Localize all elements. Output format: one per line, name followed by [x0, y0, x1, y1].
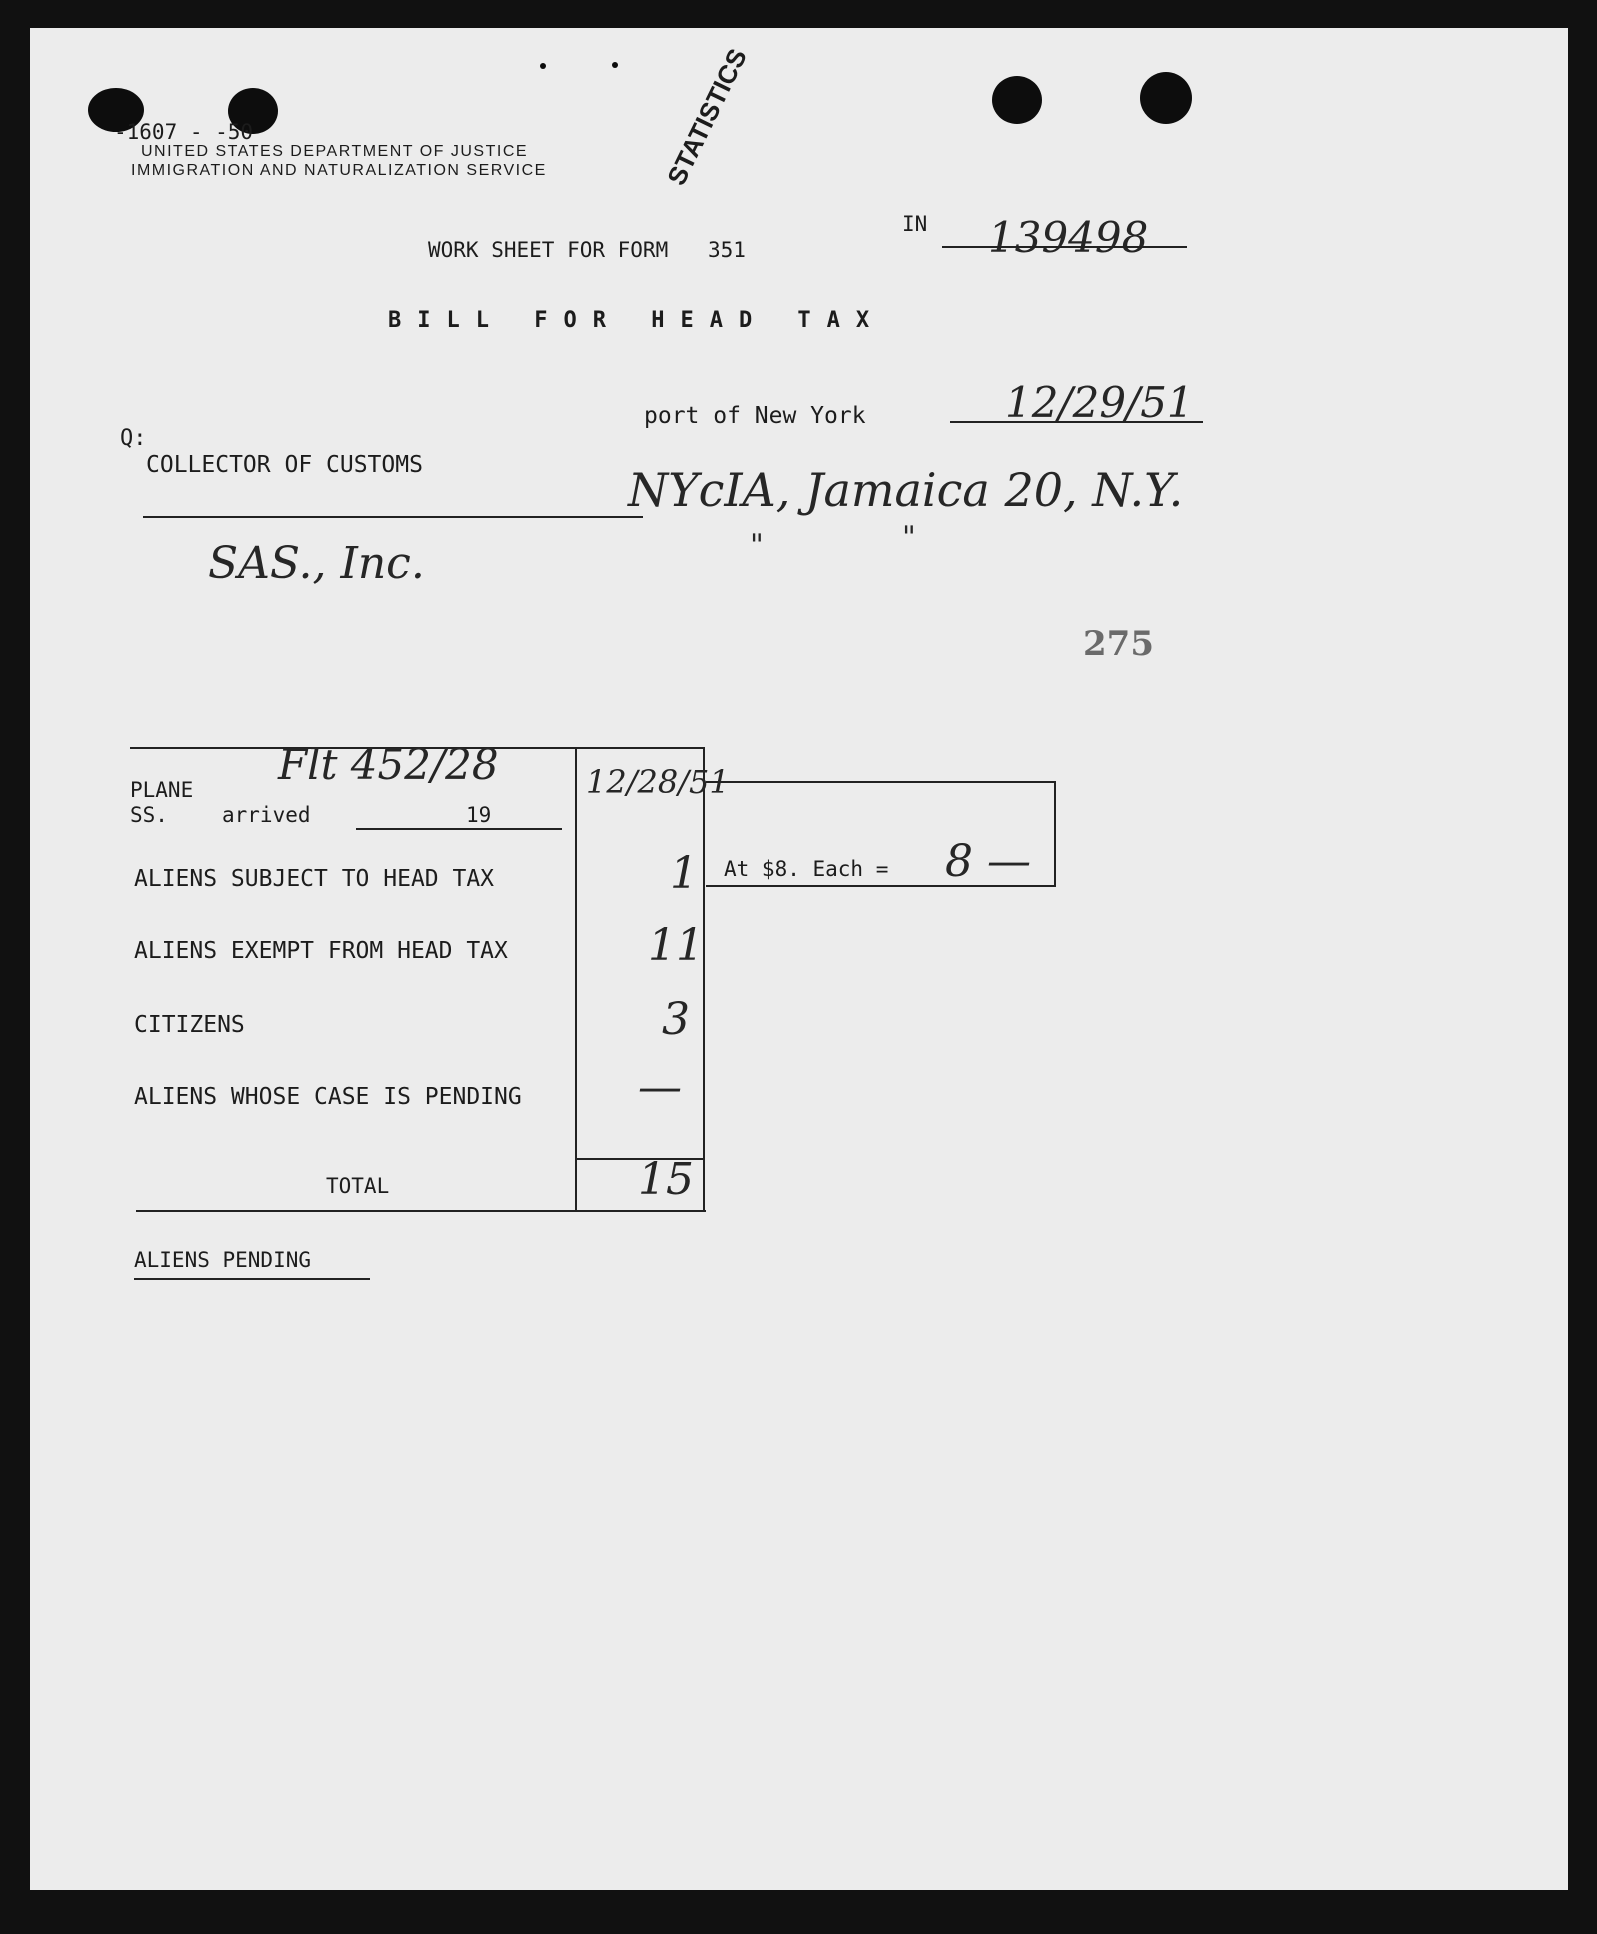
arrival-date-handwritten: 12/28/51 [586, 763, 730, 801]
form-code: -1607 - -50 [114, 120, 254, 144]
punch-hole-right [1140, 72, 1192, 124]
collector-underline [143, 516, 643, 518]
table-divider-right [703, 747, 705, 1210]
row-value-pending: — [638, 1062, 682, 1113]
aliens-pending-underline [134, 1278, 370, 1280]
table-bottom-rule [136, 1210, 706, 1212]
arrived-label: arrived [222, 803, 311, 827]
statistics-stamp: STATISTICS [661, 43, 753, 190]
in-label: IN [902, 212, 928, 236]
rate-label: At $8. Each = [724, 857, 889, 881]
aliens-pending-label: ALIENS PENDING [134, 1248, 312, 1272]
worksheet-title: WORK SHEET FOR FORM [428, 238, 669, 262]
row-label-pending: ALIENS WHOSE CASE IS PENDING [134, 1084, 522, 1110]
total-label: TOTAL [326, 1174, 390, 1198]
port-label: port of New York [644, 403, 866, 429]
bill-title: BILL FOR HEAD TAX [388, 308, 886, 333]
speck-2 [612, 62, 618, 68]
row-label-exempt: ALIENS EXEMPT FROM HEAD TAX [134, 938, 508, 964]
in-number-underline [942, 246, 1187, 248]
row-value-subject: 1 [670, 848, 698, 899]
row-label-subject: ALIENS SUBJECT TO HEAD TAX [134, 866, 495, 892]
total-value: 15 [638, 1154, 694, 1205]
rate-box-top [706, 781, 1054, 783]
ditto-mark-2: " [902, 520, 916, 555]
location-handwritten: NYcIA, Jamaica 20, N.Y. [628, 463, 1184, 517]
collector-label: COLLECTOR OF CUSTOMS [146, 452, 423, 478]
row-value-citizens: 3 [662, 994, 690, 1045]
to-label: Q: [120, 426, 147, 451]
year-prefix: 19 [466, 803, 492, 827]
bill-date: 12/29/51 [1005, 378, 1194, 427]
punch-hole-left [992, 76, 1042, 124]
flight-handwritten: Flt 452/28 [278, 740, 499, 789]
form-number: 351 [708, 238, 746, 262]
carrier-handwritten: SAS., Inc. [208, 538, 425, 589]
row-value-exempt: 11 [648, 920, 704, 971]
department-name: UNITED STATES DEPARTMENT OF JUSTICE [141, 143, 529, 160]
bill-date-underline [950, 421, 1203, 423]
in-number: 139498 [988, 213, 1149, 262]
speck-1 [540, 63, 546, 69]
arrived-underline [356, 828, 562, 830]
service-name: IMMIGRATION AND NATURALIZATION SERVICE [131, 162, 547, 179]
rate-box-right [1054, 781, 1056, 885]
rate-amount: 8 — [945, 836, 1031, 887]
ss-label: SS. [130, 803, 168, 827]
plane-label: PLANE [130, 778, 194, 802]
document-page [30, 28, 1568, 1890]
table-divider-left [575, 747, 577, 1210]
ditto-mark-1: " [750, 528, 764, 563]
stamped-number: 275 [1083, 624, 1154, 664]
row-label-citizens: CITIZENS [134, 1012, 245, 1038]
